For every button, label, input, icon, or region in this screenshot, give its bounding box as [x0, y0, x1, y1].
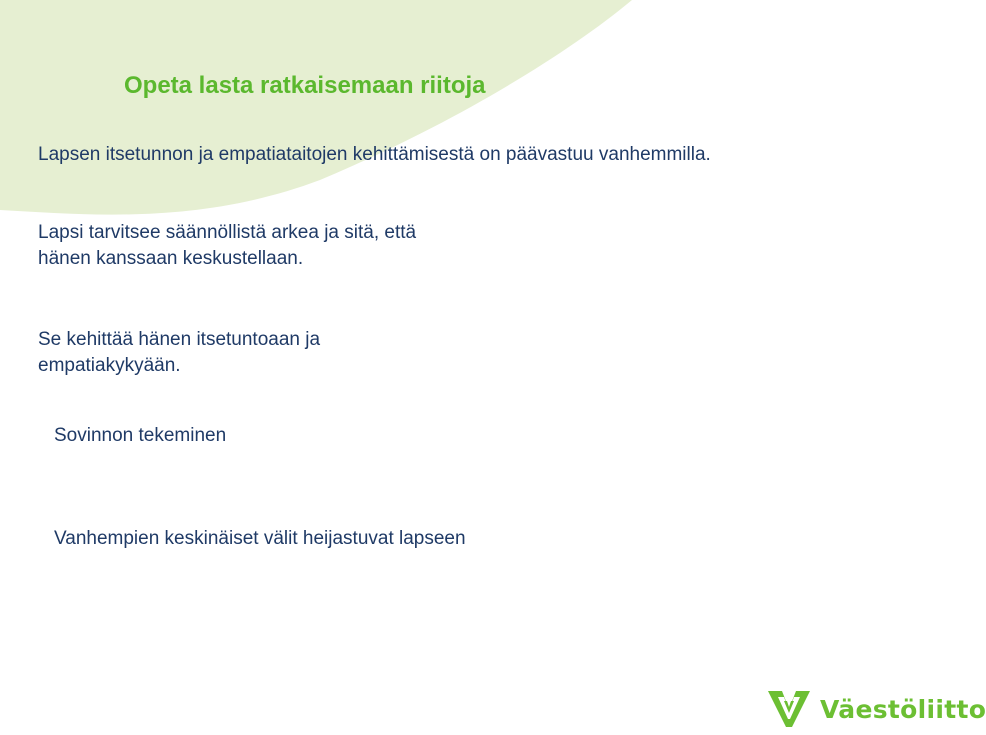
intro-paragraph: Lapsen itsetunnon ja empatiataitojen kehittämisestä on päävastuu vanhemmilla. — [38, 144, 711, 165]
parents-paragraph: Vanhempien keskinäiset välit heijastuvat lapseen — [54, 528, 466, 549]
reconciliation-paragraph: Sovinnon tekeminen — [54, 425, 227, 446]
vaestoliitto-heart-leaf-icon — [766, 687, 812, 731]
logo-text: Väestöliitto — [820, 694, 986, 724]
page-title: Opeta lasta ratkaisemaan riitoja — [124, 72, 486, 99]
vaestoliitto-logo — [766, 687, 986, 731]
development-paragraph: Se kehittää hänen itsetuntoaan ja empatiakykyään. — [38, 329, 321, 376]
routine-paragraph: Lapsi tarvitsee säännöllistä arkea ja sitä, että hänen kanssaan keskustellaan. — [38, 222, 417, 269]
